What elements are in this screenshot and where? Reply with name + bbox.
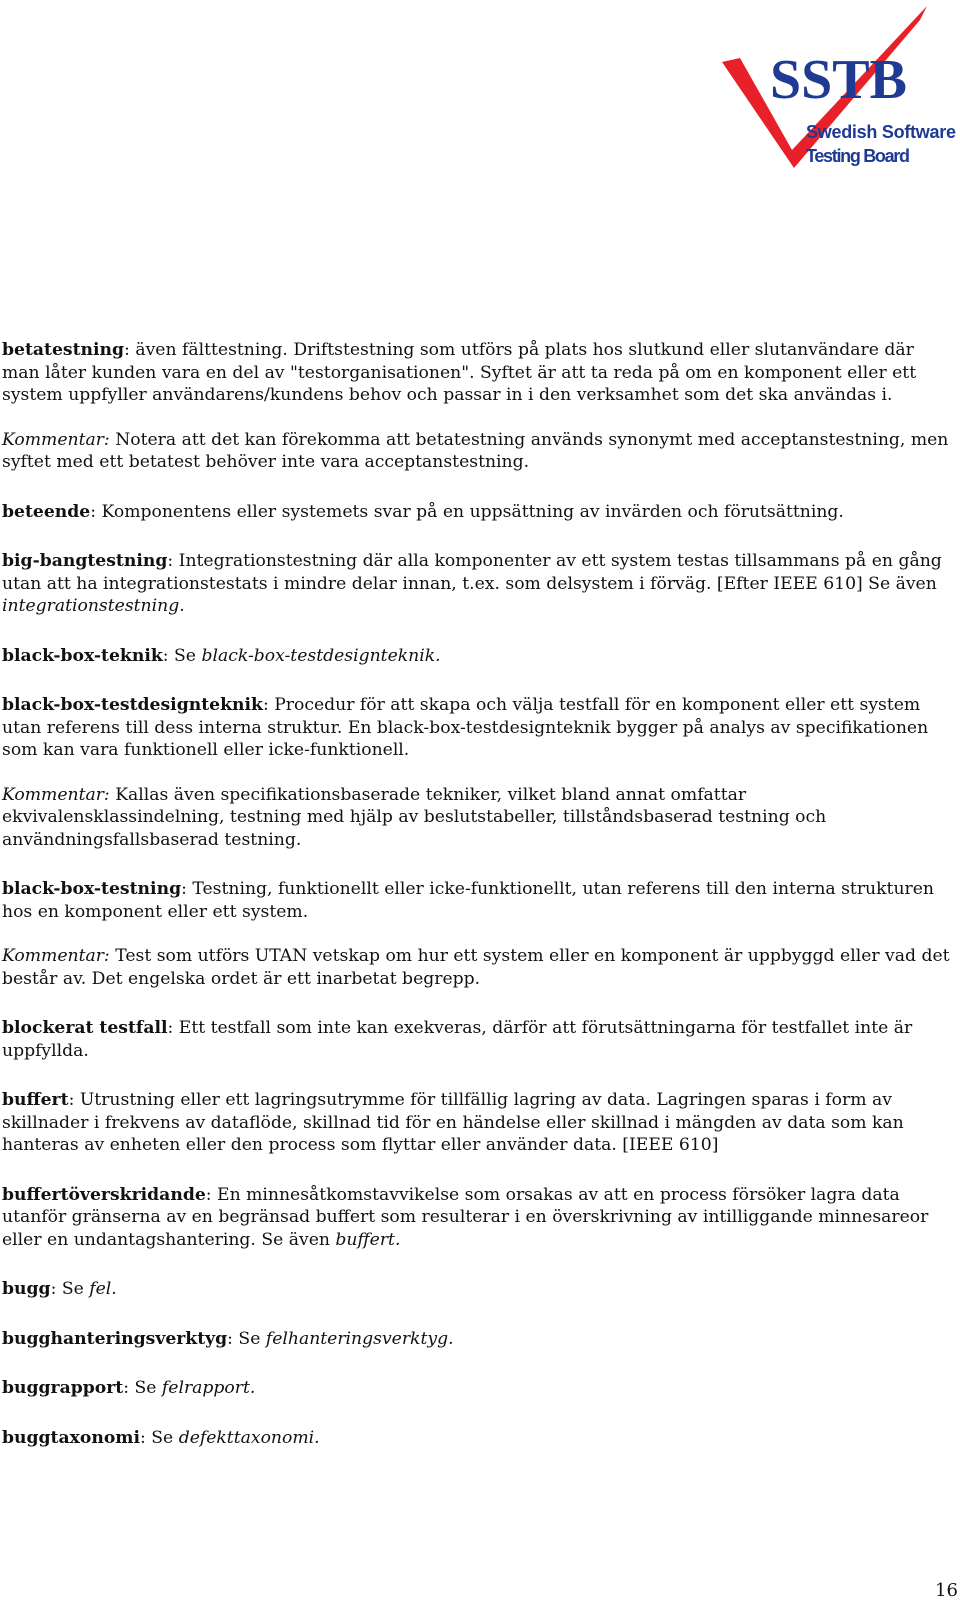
glossary-entry-blockerat-testfall: [2, 1017, 954, 1062]
logo-line1: Swedish Software: [806, 122, 956, 142]
logo-line2: Testing Board: [806, 146, 910, 166]
entry-definition: : Ett testfall som inte kan exekveras, därför att förutsättningarna för testfallet inte är uppfyllda.: [2, 1018, 913, 1061]
entry-term: buffertöverskridande: [2, 1184, 206, 1205]
entry-definition: : Procedur för att skapa och välja testfall för en komponent eller ett system utan referens till dess interna struktur. En black-box-testdesignteknik bygger på analys av specifikationen som kan vara funktionell eller icke-funktionell.: [2, 695, 929, 760]
comment-text: Notera att det kan förekomma att betatestning används synonymt med acceptanstestning, men syftet med ett betatest behöver inte vara acceptanstestning.: [2, 429, 949, 472]
logo-acronym: SSTB: [770, 49, 907, 111]
entry-reference: fel.: [89, 1279, 117, 1299]
entry-reference: black-box-testdesignteknik.: [201, 645, 441, 666]
comment-text: Test som utförs UTAN vetskap om hur ett system eller en komponent är uppbyggd eller vad det består av. Det engelska ordet är ett inarbetat begrepp.: [2, 946, 950, 989]
entry-term: blockerat testfall: [2, 1018, 168, 1038]
glossary-comment: [2, 429, 954, 474]
entry-reference: felhanteringsverktyg.: [265, 1328, 454, 1349]
entry-term: buggtaxonomi: [2, 1427, 141, 1448]
glossary-entry-beteende: [2, 501, 954, 524]
entry-reference: buffert.: [335, 1229, 401, 1250]
entry-term: big-bangtestning: [2, 551, 168, 571]
entry-definition: : Komponentens eller systemets svar på en uppsättning av invärden och förutsättning.: [90, 501, 844, 522]
entry-term: buggrapport: [2, 1378, 124, 1398]
entry-term: black-box-teknik: [2, 645, 163, 666]
entry-definition: : Se: [162, 645, 202, 666]
entry-definition: : En minnesåtkomstavvikelse som orsakas av att en process försöker lagra data utanför gränserna av en begränsad buffert som resulterar i en överskrivning av intilliggande minnesareor eller en undantagshantering. Se även: [2, 1184, 929, 1250]
entry-definition: : Se: [227, 1328, 266, 1349]
glossary-comment: [2, 784, 954, 852]
glossary-entry-betatestning: [2, 339, 954, 407]
entry-term: bugg: [2, 1279, 51, 1299]
entry-reference: defekttaxonomi.: [178, 1427, 320, 1448]
entry-definition: : Se: [123, 1378, 162, 1398]
glossary-entry-black-box-teknik: [2, 645, 954, 668]
glossary-content: [2, 339, 954, 1476]
entry-term: black-box-testdesignteknik: [2, 695, 263, 715]
comment-label: Kommentar:: [2, 946, 110, 966]
entry-term: beteende: [2, 501, 91, 522]
entry-term: buffert: [2, 1090, 69, 1110]
comment-label: Kommentar:: [2, 784, 110, 805]
comment-label: Kommentar:: [2, 429, 110, 450]
entry-term: betatestning: [2, 340, 125, 360]
glossary-entry-bugg: [2, 1278, 954, 1301]
glossary-entry-buffert: [2, 1089, 954, 1157]
sstb-logo: [722, 0, 960, 180]
entry-term: bugghanteringsverktyg: [2, 1328, 228, 1349]
entry-definition: : Utrustning eller ett lagringsutrymme för tillfällig lagring av data. Lagringen sparas i form av skillnader i frekvens av dataflöde, skillnad tid för en händelse eller skillnad i mängden av data som kan hanteras av enheten eller den process som flyttar eller använder data. [IEEE 610]: [2, 1090, 904, 1155]
glossary-entry-buggtaxonomi: [2, 1427, 954, 1450]
entry-definition: : Testning, funktionellt eller icke-funktionellt, utan referens till den interna strukturen hos en komponent eller ett system.: [2, 879, 934, 922]
glossary-entry-buffertoverskridande: [2, 1184, 954, 1252]
entry-definition: : Se: [50, 1279, 90, 1299]
glossary-comment: [2, 945, 954, 990]
comment-text: Kallas även specifikationsbaserade tekniker, vilket bland annat omfattar ekvivalensklassindelning, testning med hjälp av beslutstabeller, tillståndsbaserad testning och användningsfallsbaserad testning.: [2, 784, 827, 850]
entry-reference: felrapport.: [161, 1378, 256, 1398]
glossary-entry-big-bangtestning: [2, 550, 954, 618]
entry-definition: : Se: [140, 1427, 179, 1448]
glossary-entry-black-box-testning: [2, 878, 954, 923]
entry-definition: : även fälttestning. Driftstestning som utförs på plats hos slutkund eller slutanvändare där man låter kunden vara en del av "testorganisationen". Syftet är att ta reda på om en komponent eller ett system uppfyller användarens/kundens behov och passar in i den verksamhet som det ska användas i.: [2, 340, 917, 405]
entry-reference: integrationstestning.: [2, 596, 185, 616]
page-number: 16: [935, 1580, 958, 1601]
entry-definition: : Integrationstestning där alla komponenter av ett system testas tillsammans på en gång utan att ha integrationstestats i mindre delar innan, t.ex. som delsystem i förväg. [Efter IEEE 610] Se även: [2, 551, 942, 594]
entry-term: black-box-testning: [2, 879, 182, 899]
glossary-entry-buggrapport: [2, 1377, 954, 1400]
glossary-entry-black-box-testdesignteknik: [2, 694, 954, 762]
glossary-entry-bugghanteringsverktyg: [2, 1328, 954, 1351]
